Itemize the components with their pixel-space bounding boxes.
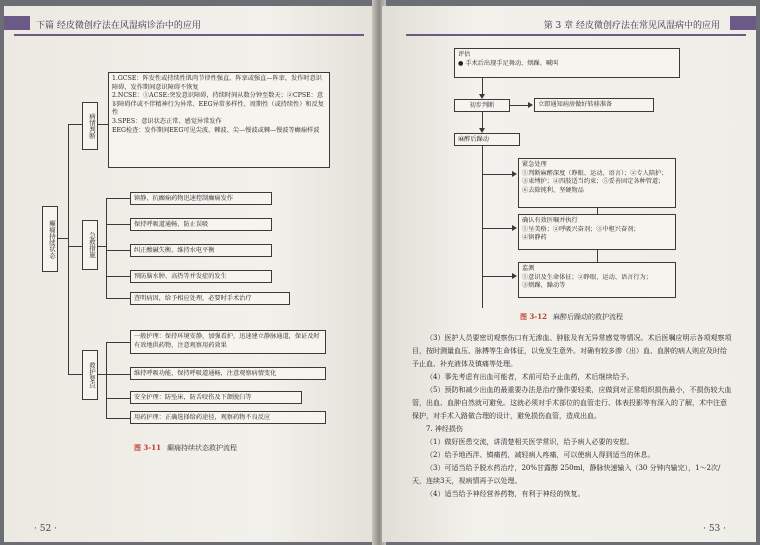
rescue-label: 急救措施	[88, 232, 96, 258]
nursing-item: 维持呼吸功能，保持呼吸道通畅，注意观察病情变化	[130, 367, 326, 380]
paragraph: （3）医护人员要密切观察伤口有无渗血、肿胀及有无异常感觉等情况。术后医嘱应明示各项观察项目，按时测量血压、脉搏等生命体征，以免发生意外。对确有较多渗（出）血、血肿的病人则应及时给予止血、补充液体及镇痛等处理。	[412, 334, 732, 368]
paragraph: （4）适当给予神经营养药物，有利于神经的恢复。	[426, 490, 585, 498]
right-page	[382, 6, 756, 542]
diagnosis-label: 病情判断	[88, 113, 96, 139]
eval-item: ● 手术后出现手足舞动、烦躁、喊叫	[458, 59, 559, 67]
paragraph: （2）给予地西泮、镇痛药，减轻病人疼痛，可以使病人得到适当的休息。	[426, 451, 655, 459]
running-head-text: 下篇 经皮微创疗法在风湿病诊治中的应用	[36, 21, 201, 31]
confirm-title: 确认有效医嘱并执行	[522, 217, 578, 224]
figure-title: 癫痫持续状态救护流程	[166, 444, 237, 452]
anesthesia-agitation-box: 麻醉后躁动	[454, 133, 520, 146]
rescue-item: 镇静、抗癫痫药物迅速控制癫痫发作	[130, 192, 272, 205]
figure-caption	[134, 443, 237, 453]
emergency-title: 紧急处理	[522, 161, 547, 168]
root-label: 癫痫持续状态	[48, 219, 56, 259]
running-head	[406, 18, 746, 36]
monitor-title: 监测	[522, 265, 535, 272]
page-number: · 53 ·	[703, 524, 726, 534]
section-heading: 7. 神经损伤	[426, 425, 463, 433]
nursing-item: 安全护理：防坠床，防舌咬伤及下颌脱臼等	[130, 391, 302, 404]
monitor-box: 监测 ①意识及生命体征；②睁眼、运动、语言行为； ③烦躁、躁动等	[518, 262, 676, 298]
rescue-item: 预防脑水肿、高热等并发症的发生	[130, 270, 272, 283]
paragraph: （3）可适当给予脱水药治疗，20%甘露醇 250ml，静脉快速输入（30 分钟内输完），1～2次/天，连续3天，视病情再予以处理。	[412, 464, 721, 485]
paragraph: （1）做好医患交流，讲清楚相关医学常识，给予病人必要的安慰。	[426, 438, 634, 446]
diagnosis-eeg: EEG检查：发作期间EEG可见尖波、棘波、尖—慢波或棘—慢波等癫痫样波	[112, 126, 320, 134]
rescue-node	[82, 220, 98, 270]
nursing-label: 救护要点	[88, 362, 96, 388]
body-text	[412, 332, 732, 501]
nursing-node	[82, 350, 98, 400]
diagnosis-spes: 3.SPES：意识状态正常、感觉异常发作	[112, 117, 222, 125]
emergency-box: 紧急处理 ①判断麻醉深度（睁眼、运动、语言）；②专人陪护； ③束缚护；④四肢适当约束；⑤妥善固定各种管道； ⑥去除钝利、坚硬物品	[518, 158, 676, 208]
rescue-item: 查明病因，给予相应处理，必要时手术治疗	[130, 292, 290, 305]
paragraph: （5）预防和减少出血的最重要办法是治疗操作要轻柔，应做到对正常组织损伤最小，不损伤较大血管，出血、血肿自然就可避免。这就必须对手术部位的血管走行、体表投影等有深入的了解，术中注意保护，对手术入路做合理的设计，避免损伤血管，造成出血。	[412, 386, 732, 420]
paragraph: （4）事先考虑有出血可能者，术前可给予止血药，术后继续给予。	[426, 373, 634, 381]
running-head	[14, 18, 364, 36]
page-number: · 52 ·	[34, 524, 57, 534]
diagnosis-detail-box	[108, 72, 330, 168]
figure-number: 图 3-11	[134, 443, 161, 452]
figure-number: 图 3-12	[520, 312, 547, 321]
nursing-item: 用药护理：正确选择给药途径，观察药物不良反应	[130, 411, 326, 424]
nursing-item: 一般护理：保持环境安静，加强看护，迅速建立静脉通道，保证及时有效地供药物，注意观察用药效果	[130, 330, 326, 354]
figure-caption	[520, 312, 623, 322]
root-node	[42, 206, 58, 272]
eval-title: 评估	[458, 51, 471, 58]
eval-box	[454, 48, 680, 78]
rescue-item: 纠正酸碱失衡、维持水电平衡	[130, 244, 272, 257]
diagnosis-gcse: 1.GCSE：阵发性或持续性肌肉节律性强直、阵挛或强直—阵挛，发作时意识障碍，发作期间意识障碍不恢复	[112, 75, 322, 91]
confirm-order-box: 确认有效医嘱并执行 ①呈美格；②呼吸兴奋剂；③中枢兴奋剂； ④镇静药	[518, 214, 676, 250]
notify-ward-box: 立即通知病房做好转移准备	[534, 98, 654, 112]
diagnosis-node	[82, 102, 98, 150]
figure-title: 麻醉后躁动的救护流程	[552, 313, 623, 321]
rescue-item: 保持呼吸道通畅、防止误吸	[130, 218, 272, 231]
running-head-text: 第 3 章 经皮微创疗法在常见风湿病中的应用	[543, 21, 720, 31]
initial-judgment-box: 初步判断	[454, 99, 510, 112]
diagnosis-ncse: 2.NCSE：①ACSE:突发意识障碍，持续时间从数分钟至数天；②CPSE：意识障碍伴或不伴精神行为异常、EEG异常多样性、周期性（或持续性）和反复性	[112, 92, 324, 117]
left-page	[4, 6, 376, 542]
